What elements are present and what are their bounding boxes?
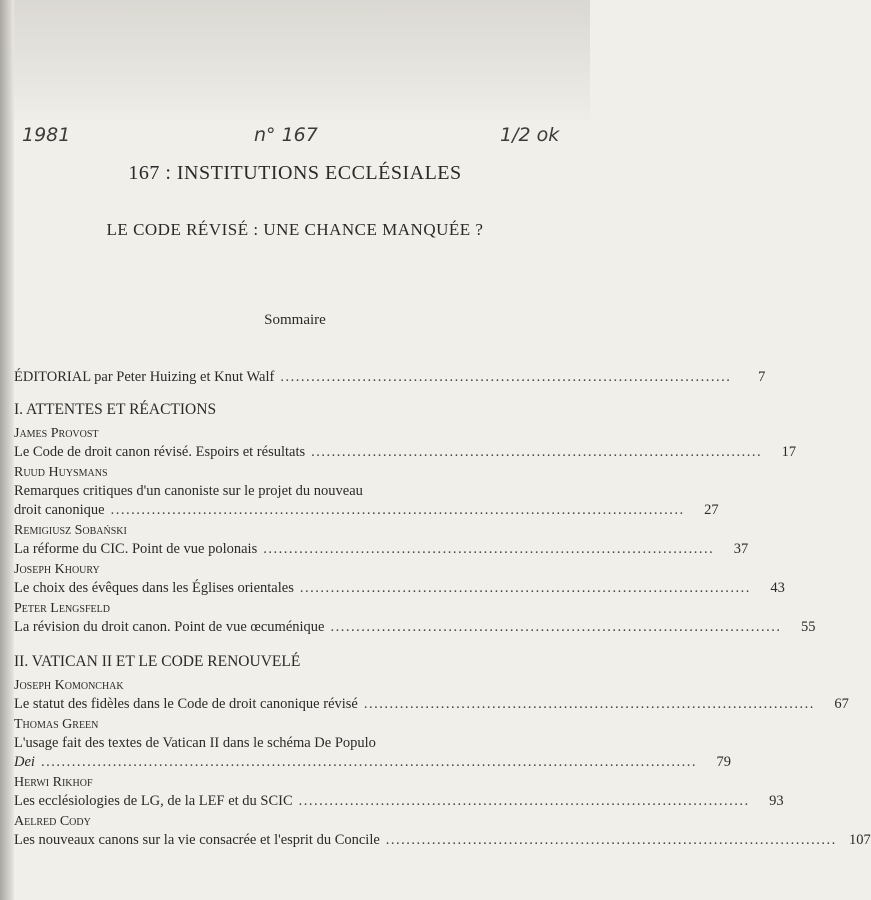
toc-page-number: 55 [800,619,816,635]
leader-dots: ................................................................................................................................ [40,754,697,770]
toc-entry[interactable] [14,774,784,811]
toc-author: James Provost [14,426,99,441]
table-of-contents [14,368,871,850]
toc-page-number: 7 [758,369,766,385]
leader-dots: ........................................................................................ [299,580,751,596]
leader-dots: ................................................................................................................ [110,502,685,518]
handwritten-number: n° 167 [254,124,318,146]
toc-page-number: 37 [733,541,749,557]
leader-dots: ........................................................................................ [330,619,782,635]
toc-entry[interactable] [14,716,731,772]
toc-title: Le statut des fidèles dans le Code de droit canonique révisé [14,696,358,712]
toc-title: Les nouveaux canons sur la vie consacrée et l'esprit du Concile [14,832,380,848]
toc-entry[interactable] [14,425,797,462]
toc-page-number: 43 [770,580,785,596]
leader-dots: ........................................................................................ [298,793,750,809]
handwritten-status: 1/2 ok [500,124,560,146]
toc-entry[interactable] [14,677,849,714]
page-bleed-shadow [0,0,590,120]
section-heading: II. VATICAN II ET LE CODE RENOUVELÉ [14,653,301,670]
toc-title: Les ecclésiologies de LG, de la LEF et du SCIC [14,793,293,809]
toc-author: Peter Lengsfeld [14,601,110,616]
page-subtitle: LE CODE RÉVISÉ : UNE CHANCE MANQUÉE ? [106,220,484,239]
toc-title: Le choix des évêques dans les Églises orientales [14,580,294,596]
toc-title: droit canonique [14,502,105,518]
binding-edge [0,0,14,900]
toc-entry[interactable] [14,813,871,850]
section-heading: I. ATTENTES ET RÉACTIONS [14,401,217,418]
toc-entry[interactable] [14,522,749,559]
toc-author: Thomas Green [14,717,99,732]
toc-author: Ruud Huysmans [14,465,108,480]
toc-title: La révision du droit canon. Point de vue œcuménique [14,619,325,635]
toc-editorial-text: ÉDITORIAL par Peter Huizing et Knut Walf [14,369,275,385]
toc-page-number: 93 [769,793,784,809]
leader-dots: ........................................................................................ [311,444,763,460]
toc-editorial[interactable] [14,368,766,387]
toc-page-number: 107 [849,832,871,848]
toc-title: Le Code de droit canon révisé. Espoirs et résultats [14,444,306,460]
toc-title: La réforme du CIC. Point de vue polonais [14,541,258,557]
handwritten-year: 1981 [22,124,71,146]
toc-page-number: 67 [834,696,849,712]
toc-page-number: 27 [704,502,719,518]
toc-title-line: Remarques critiques d'un canoniste sur le projet du nouveau [14,483,363,499]
toc-title-line: L'usage fait des textes de Vatican II dans le schéma De Populo [14,735,376,751]
leader-dots: ........................................................................................ [280,369,732,385]
toc-entry[interactable] [14,600,816,637]
leader-dots: ........................................................................................ [363,696,815,712]
spacer [14,637,478,647]
toc-author: Joseph Khoury [14,562,100,577]
toc-entry[interactable] [14,561,785,598]
toc-page-number: 79 [716,754,731,770]
toc-page-number: 17 [781,444,797,460]
toc-author: Remigiusz Sobański [14,523,127,538]
toc-author: Joseph Komonchak [14,678,124,693]
toc-author: Aelred Cody [14,814,91,829]
page-title: 167 : INSTITUTIONS ECCLÉSIALES [128,162,462,184]
toc-author: Herwi Rikhof [14,775,93,790]
leader-dots: ........................................................................................ [263,541,715,557]
toc-heading: Sommaire [264,312,326,328]
toc-entry[interactable] [14,464,719,520]
toc-title: Dei [14,754,35,770]
leader-dots: ........................................................................................ [385,832,837,848]
